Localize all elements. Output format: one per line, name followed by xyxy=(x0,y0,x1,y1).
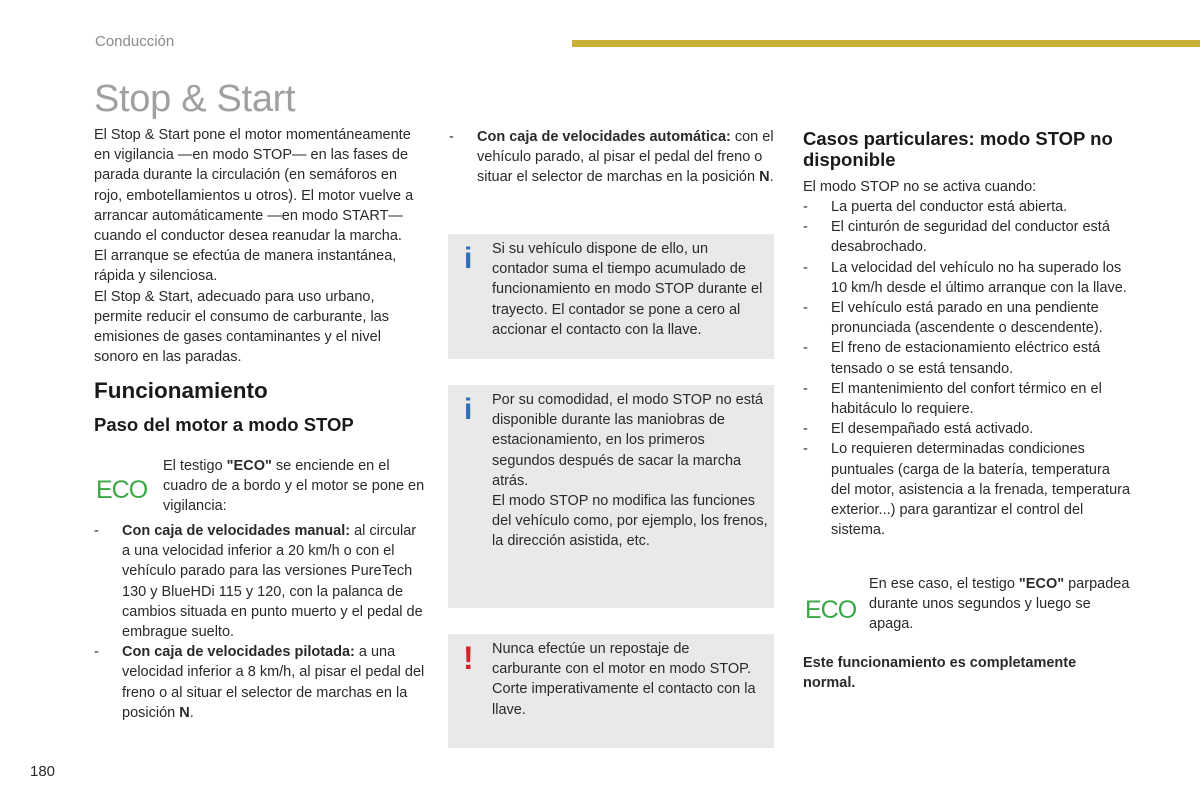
list-item-bold: Con caja de velocidades manual: xyxy=(122,523,351,539)
list-item xyxy=(803,217,1133,257)
list-item-end: . xyxy=(769,169,774,186)
list-dash: - xyxy=(803,219,808,236)
list-item xyxy=(803,197,1133,217)
list-dash: - xyxy=(94,644,99,661)
list-item-text: El vehículo está parado en una pendiente pronunciada (ascendente o descendente). xyxy=(831,300,1103,337)
eco-indicator-icon-2 xyxy=(805,594,859,624)
list-item-text: a una velocidad inferior a 8 km/h, al pisar el pedal del freno o al situar el selector de marchas en la posición xyxy=(122,644,425,721)
eco-indicator-icon xyxy=(96,474,150,504)
list-item xyxy=(803,338,1133,378)
list-item-bold: Con caja de velocidades pilotada: xyxy=(122,644,355,661)
list-dash: - xyxy=(803,380,808,397)
list-item-text: El desempañado está activado. xyxy=(831,421,1034,438)
list-item-text: al circular a una velocidad inferior a 20 km/h o con el vehículo parado para las versiones PureTech 130 y BlueHDi 115 y 120, con la palanca de cambios situada en punto muerto y el pedal de embrague suelto. xyxy=(122,523,423,641)
info-icon: i xyxy=(464,393,473,426)
list-dash: - xyxy=(803,441,808,458)
list-item-text: Lo requieren determinadas condiciones puntuales (carga de la batería, temperatura del motor, asistencia a la frenada, temperatura exterior...) para garantizar el control del sistema. xyxy=(831,441,1131,539)
section-label: Conducción xyxy=(95,33,175,50)
info-box-comfort-paragraph-1: Por su comodidad, el modo STOP no está disponible durante las maniobras de estacionamiento, en los primeros segundos después de sacar la marcha atrás. xyxy=(492,392,764,489)
intro-paragraph-3: El Stop & Start, adecuado para uso urbano, permite reducir el consumo de carburante, las emisiones de gases contaminantes y el nivel sonoro en las paradas. xyxy=(94,288,389,366)
list-dash: - xyxy=(803,259,808,276)
info-box-comfort-text xyxy=(492,390,768,552)
list-dash: - xyxy=(94,523,99,539)
page-title: Stop & Start xyxy=(94,78,296,120)
list-item-text: La velocidad del vehículo no ha superado los 10 km/h desde el último arranque con la llave. xyxy=(831,259,1127,296)
eco-icon-label-2: ECO xyxy=(805,596,857,624)
list-dash: - xyxy=(803,300,808,317)
list-item-bold: Con caja de velocidades automática: xyxy=(477,129,731,145)
closing-note: Este funcionamiento es completamente normal. xyxy=(803,655,1077,692)
warning-box-text: Nunca efectúe un repostaje de carburante con el motor en modo STOP. Corte imperativamente el contacto con la llave. xyxy=(492,641,756,718)
warning-box xyxy=(448,634,774,748)
list-item xyxy=(803,439,1133,540)
eco-blink-bold: "ECO" xyxy=(1018,576,1065,592)
warning-icon: ! xyxy=(463,640,474,676)
list-dash: - xyxy=(449,129,454,145)
intro-paragraph-1: El Stop & Start pone el motor momentáneamente en vigilancia —en modo STOP— en las fases de parada durante la circulación (en semáforos en rojo, embotellamientos u otros). El motor vuelve a arrancar automáticamente —en modo START— cuando el conductor desea reanudar la marcha. xyxy=(94,127,414,245)
intro-paragraph-2: El arranque se efectúa de manera instantánea, rápida y silenciosa. xyxy=(94,248,397,285)
list-item-end: . xyxy=(189,704,194,721)
eco-blink-text xyxy=(869,574,1139,635)
list-item-text: El cinturón de seguridad del conductor está desabrochado. xyxy=(831,219,1110,256)
page-number: 180 xyxy=(30,763,56,780)
list-item xyxy=(803,419,1133,439)
list-item-text: El mantenimiento del confort térmico en el habitáculo lo requiere. xyxy=(831,380,1102,418)
eco-blink-pre: En ese caso, el testigo xyxy=(869,576,1019,592)
stop-mode-subheading-text: Paso del motor a modo STOP xyxy=(94,414,354,435)
intro-text xyxy=(94,125,424,367)
eco-indicator-text xyxy=(163,456,425,517)
list-item xyxy=(94,521,426,642)
eco-icon-label: ECO xyxy=(96,476,148,504)
eco-text-pre: El testigo xyxy=(163,458,227,474)
header-accent-bar xyxy=(572,40,1200,47)
info-box-comfort-paragraph-2: El modo STOP no modifica las funciones del vehículo como, por ejemplo, los frenos, la dirección asistida, etc. xyxy=(492,493,768,550)
list-item xyxy=(449,127,775,188)
list-item xyxy=(803,258,1133,298)
automatic-gearbox-item xyxy=(449,127,775,188)
funcionamiento-heading-text: Funcionamiento xyxy=(94,378,268,403)
list-dash: - xyxy=(803,421,808,438)
eco-text-post: se enciende en el cuadro de a bordo y el motor se pone en vigilancia: xyxy=(163,458,425,515)
info-box-counter xyxy=(448,234,774,359)
list-item xyxy=(94,642,426,723)
list-item-text: La puerta del conductor está abierta. xyxy=(831,199,1068,215)
list-item-text: El freno de estacionamiento eléctrico está tensado o se está tensando. xyxy=(831,340,1101,377)
list-item-end-bold: N xyxy=(759,169,770,186)
info-box-comfort xyxy=(448,385,774,608)
list-dash: - xyxy=(803,340,808,357)
gearbox-list xyxy=(94,521,426,723)
eco-blink-post: parpadea durante unos segundos y luego se apaga. xyxy=(869,576,1130,633)
eco-text-bold: "ECO" xyxy=(226,458,272,474)
list-dash: - xyxy=(803,199,808,215)
list-item xyxy=(803,298,1133,338)
info-box-counter-text: Si su vehículo dispone de ello, un contador suma el tiempo acumulado de funcionamiento en modo STOP durante el trayecto. El contador se pone a cero al accionar el contacto con la llave. xyxy=(492,241,763,338)
special-cases-heading: Casos particulares: modo STOP no disponible xyxy=(803,128,1113,170)
funcionamiento-heading xyxy=(94,378,268,404)
stop-mode-subheading xyxy=(94,414,354,436)
list-item-end-bold: N xyxy=(179,704,190,721)
special-cases-list xyxy=(803,197,1133,540)
list-item-text: con el vehículo parado, al pisar el pedal del freno o situar el selector de marchas en la posición xyxy=(477,129,774,186)
special-cases-lead: El modo STOP no se activa cuando: xyxy=(803,179,1037,195)
list-item xyxy=(803,379,1133,419)
info-icon: i xyxy=(464,242,473,275)
